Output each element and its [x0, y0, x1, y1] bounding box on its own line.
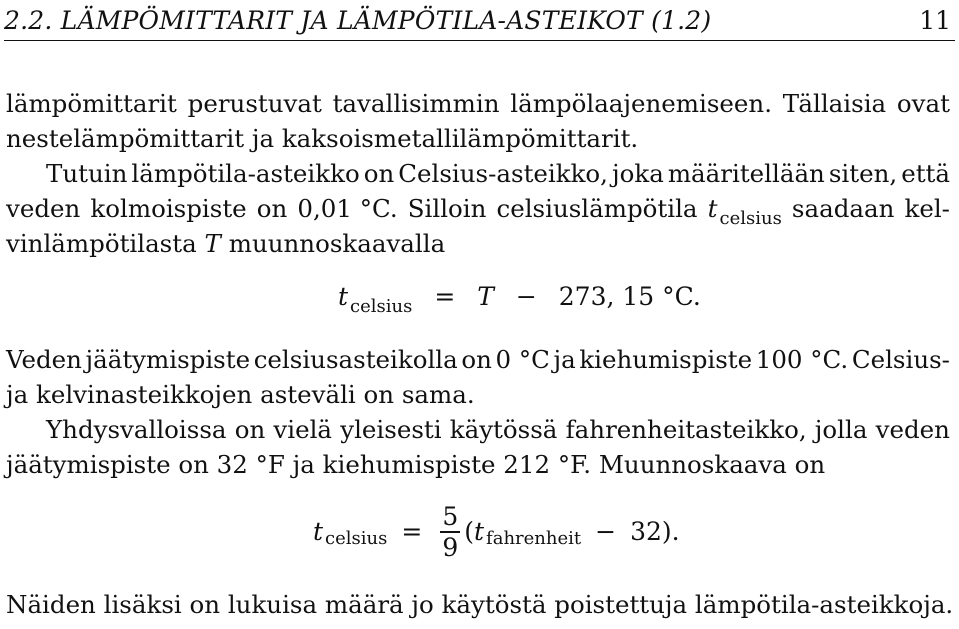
word: yleisesti [340, 415, 442, 444]
word: ovat [896, 89, 950, 118]
word: on [234, 415, 266, 444]
word: lämpötila-asteikko [131, 159, 360, 188]
math-variable: T [204, 229, 221, 258]
body-text-2 [6, 342, 950, 482]
word: celsiusasteikolla [253, 345, 458, 374]
word: että [901, 159, 950, 188]
body-text [6, 86, 950, 261]
p2-line1 [6, 156, 950, 191]
word: 0,01 °C. [297, 194, 398, 223]
word: on [363, 159, 395, 188]
word: 100 °C. [755, 345, 849, 374]
math-variable: t [474, 517, 485, 547]
word: siten, [828, 159, 898, 188]
math-subscript: celsius [325, 528, 388, 550]
word: veden [6, 194, 81, 223]
word: on [256, 194, 288, 223]
text-line: Näiden lisäksi on lukuisa määrä jo käytöstä poistettuja lämpötila-asteikkoja. [6, 590, 954, 619]
p2-line3 [6, 226, 950, 261]
word: ja [553, 345, 576, 374]
word: jäätymispiste [85, 345, 251, 374]
word: kiehumispiste [579, 345, 753, 374]
p3-line1 [6, 342, 950, 377]
word: Veden [6, 345, 82, 374]
fraction-numerator: 5 [442, 502, 459, 531]
word: Silloin [407, 194, 487, 223]
word: käytössä [449, 415, 558, 444]
word: kel- [904, 194, 950, 223]
fraction [440, 503, 460, 563]
word: celsiuslämpötila [496, 194, 698, 223]
fraction-denominator: 9 [442, 532, 459, 562]
math-variable: t [707, 194, 718, 223]
word: on [461, 345, 492, 374]
equation-celsius-kelvin [338, 282, 701, 317]
word: fahrenheitasteikko, [565, 415, 807, 444]
word: määritellään [667, 159, 825, 188]
minus-sign: − [515, 282, 537, 311]
word: jolla [814, 415, 868, 444]
word: Celsius-asteikko, [398, 159, 608, 188]
word: Tutuin [46, 159, 128, 188]
word: Celsius- [851, 345, 950, 374]
word: muunnoskaavalla [228, 229, 446, 258]
p1-line1 [6, 86, 950, 121]
math-subscript: celsius [350, 296, 413, 317]
p4-line2 [6, 447, 950, 482]
word: Yhdysvalloissa [46, 415, 227, 444]
minus-sign: − [595, 517, 617, 547]
word: tavallisimmin [332, 89, 500, 118]
equals-sign: = [401, 517, 423, 547]
word: perustuvat [187, 89, 322, 118]
text-line: nestelämpömittarit ja kaksoismetallilämpömittarit. [6, 124, 639, 153]
equals-sign: = [434, 282, 456, 311]
running-header [4, 4, 955, 41]
word: vielä [273, 415, 333, 444]
math-variable: t [338, 282, 349, 311]
word: joka [612, 159, 664, 188]
inline-math [708, 191, 782, 229]
equation-celsius-fahrenheit [313, 502, 680, 562]
word: lämpömittarit [6, 89, 177, 118]
word: 0 °C [495, 345, 550, 374]
math-subscript: celsius [719, 208, 782, 229]
word: saadaan [791, 194, 895, 223]
p1-line2 [6, 121, 950, 156]
word: vinlämpötilasta [6, 229, 197, 258]
word: lämpölaajenemiseen. [510, 89, 772, 118]
text-line: jäätymispiste on 32 °F ja kiehumispiste 212 °F. Muunnoskaava on [6, 450, 826, 479]
math-variable: t [313, 517, 324, 547]
section-title: 2.2. LÄMPÖMITTARIT JA LÄMPÖTILA-ASTEIKOT (1.2) [4, 6, 712, 35]
page-number: 11 [919, 6, 951, 35]
p5-line1 [6, 590, 953, 619]
word: veden [875, 415, 950, 444]
open-paren: ( [464, 517, 474, 547]
word: kolmoispiste [90, 194, 247, 223]
text-line: ja kelvinasteikkojen asteväli on sama. [6, 380, 475, 409]
p2-line2 [6, 191, 950, 229]
math-subscript: fahrenheit [486, 528, 582, 550]
word: Tällaisia [782, 89, 887, 118]
math-variable: T [477, 282, 494, 311]
p4-line1 [6, 412, 950, 447]
p3-line2 [6, 377, 950, 412]
math-value: 273, 15 °C. [558, 282, 701, 311]
math-value: 32). [630, 517, 680, 547]
